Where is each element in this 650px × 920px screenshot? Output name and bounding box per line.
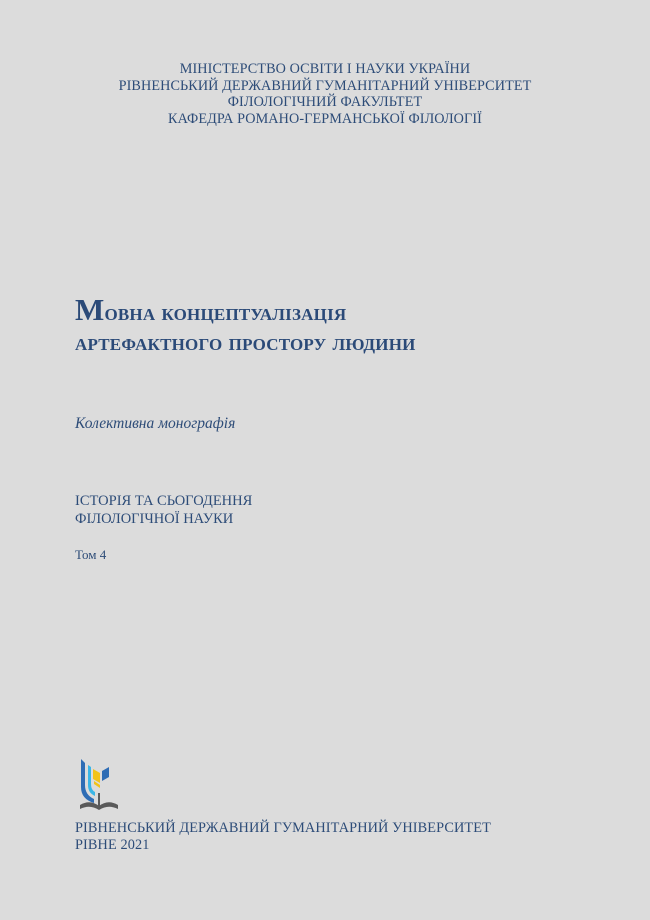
book-title-line-1-rest: овна концептуалізація xyxy=(104,300,347,326)
book-subtitle: Колективна монографія xyxy=(75,415,236,432)
series-line-1: ІСТОРІЯ ТА СЬОГОДЕННЯ xyxy=(75,493,253,509)
book-title-line-1 xyxy=(75,292,635,328)
cover-header xyxy=(0,61,650,127)
ministry-name: МІНІСТЕРСТВО ОСВІТИ І НАУКИ УКРАЇНИ xyxy=(179,61,471,77)
university-logo-icon xyxy=(78,757,122,813)
university-name: РІВНЕНСЬКИЙ ДЕРЖАВНИЙ ГУМАНІТАРНИЙ УНІВЕРСИТЕТ xyxy=(118,77,532,94)
publisher-block xyxy=(75,820,491,854)
publisher-city-year: РІВНЕ 2021 xyxy=(75,837,150,853)
book-title xyxy=(75,292,635,358)
book-series xyxy=(75,492,252,528)
book-title-line-2: артефактного простору людини xyxy=(75,330,416,356)
department-name: КАФЕДРА РОМАНО-ГЕРМАНСЬКОЇ ФІЛОЛОГІЇ xyxy=(168,110,482,127)
faculty-name: ФІЛОЛОГІЧНИЙ ФАКУЛЬТЕТ xyxy=(227,94,423,110)
publisher-name: РІВНЕНСЬКИЙ ДЕРЖАВНИЙ ГУМАНІТАРНИЙ УНІВЕРСИТЕТ xyxy=(75,820,491,836)
volume-number: Том 4 xyxy=(75,547,107,562)
book-title-initial: М xyxy=(75,292,105,327)
series-line-2: ФІЛОЛОГІЧНОЇ НАУКИ xyxy=(75,511,234,527)
